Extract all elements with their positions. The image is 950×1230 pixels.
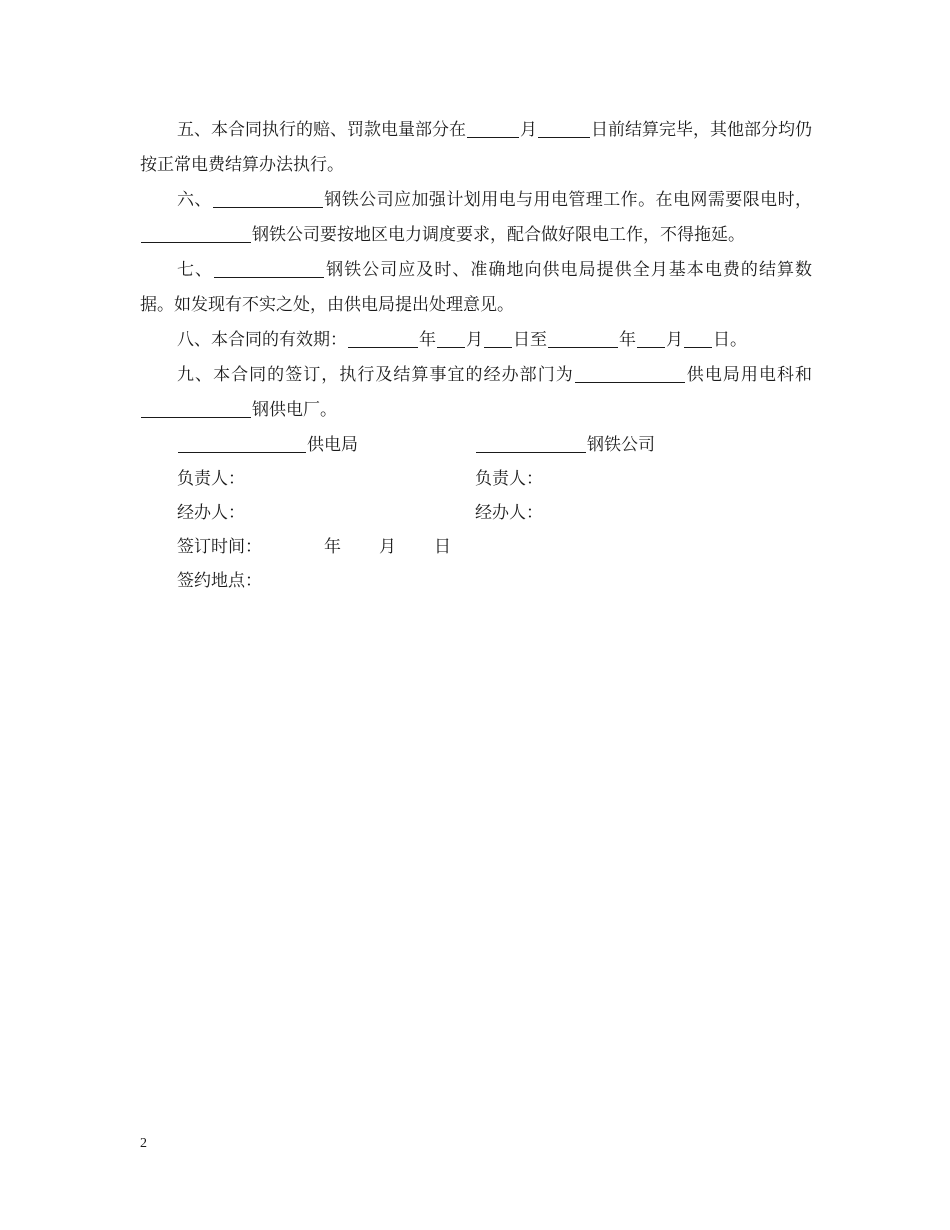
- party-b-label: 钢铁公司: [587, 435, 655, 455]
- blank-end-day: [684, 325, 712, 348]
- clause-8-text-4: 日至: [513, 330, 547, 350]
- page-number: 2: [140, 1136, 147, 1151]
- contract-body: [140, 113, 812, 598]
- blank-start-day: [484, 325, 512, 348]
- clause-6: [140, 183, 812, 253]
- signature-block: [140, 428, 812, 598]
- signature-parties-row: [177, 428, 358, 463]
- blank-start-month: [437, 325, 465, 348]
- blank-month: [467, 115, 519, 138]
- clause-5: [140, 113, 812, 183]
- clause-8-text-7: 日。: [713, 330, 747, 350]
- party-a-person-in-charge: 负责人：: [177, 469, 245, 489]
- clause-8-text-1: 八、本合同的有效期：: [177, 330, 347, 350]
- sign-time-row: [177, 530, 451, 565]
- clause-5-text-2: 月: [520, 120, 537, 140]
- blank-bureau-name: [178, 430, 306, 453]
- clause-8-text-3: 月: [466, 330, 483, 350]
- clause-9-text-1: 九、本合同的签订，执行及结算事宜的经办部门为: [177, 365, 574, 385]
- clause-7-text-2: 钢铁公司应及时、准确地向供电局提供全月基本电费的结算数据。如发现有不实之处，由供电局提出处理意见。: [140, 260, 813, 315]
- sign-day: 日: [434, 537, 451, 557]
- blank-plant-name: [141, 395, 251, 418]
- blank-start-year: [348, 325, 418, 348]
- party-b-handler: 经办人：: [475, 503, 543, 523]
- clause-7: [140, 253, 812, 323]
- blank-company-name: [141, 220, 251, 243]
- blank-company-name: [476, 430, 586, 453]
- sign-time-label: 签订时间：: [177, 537, 262, 557]
- party-b: [475, 428, 655, 463]
- clause-9-text-3: 钢供电厂。: [252, 400, 337, 420]
- clause-8: [140, 323, 812, 358]
- clause-8-text-2: 年: [419, 330, 436, 350]
- party-a-label: 供电局: [307, 435, 358, 455]
- sign-month: 月: [379, 537, 396, 557]
- blank-company-name: [214, 255, 324, 278]
- clause-9: [140, 358, 812, 428]
- blank-bureau-name: [575, 360, 685, 383]
- sign-year: 年: [324, 537, 341, 557]
- clause-5-text-3: 日前结算完毕，其他部分均仍按正常电费结算办法执行。: [140, 120, 812, 175]
- clause-9-text-2: 供电局用电科和: [685, 365, 813, 385]
- clause-8-text-6: 月: [666, 330, 683, 350]
- party-a-handler: 经办人：: [177, 503, 245, 523]
- party-b-person-in-charge: 负责人：: [475, 469, 543, 489]
- blank-end-month: [637, 325, 665, 348]
- sign-place-label: 签约地点：: [177, 571, 262, 591]
- clause-6-text-3: 钢铁公司要按地区电力调度要求，配合做好限电工作，不得拖延。: [252, 225, 745, 245]
- blank-company-name: [213, 185, 323, 208]
- clause-7-text-1: 七、: [177, 260, 214, 280]
- clause-6-text-2: 钢铁公司应加强计划用电与用电管理工作。在电网需要限电时，: [323, 190, 813, 210]
- clause-6-text-1: 六、: [177, 190, 212, 210]
- blank-end-year: [548, 325, 618, 348]
- clause-8-text-5: 年: [619, 330, 636, 350]
- blank-day: [538, 115, 590, 138]
- clause-5-text-1: 五、本合同执行的赔、罚款电量部分在: [177, 120, 466, 140]
